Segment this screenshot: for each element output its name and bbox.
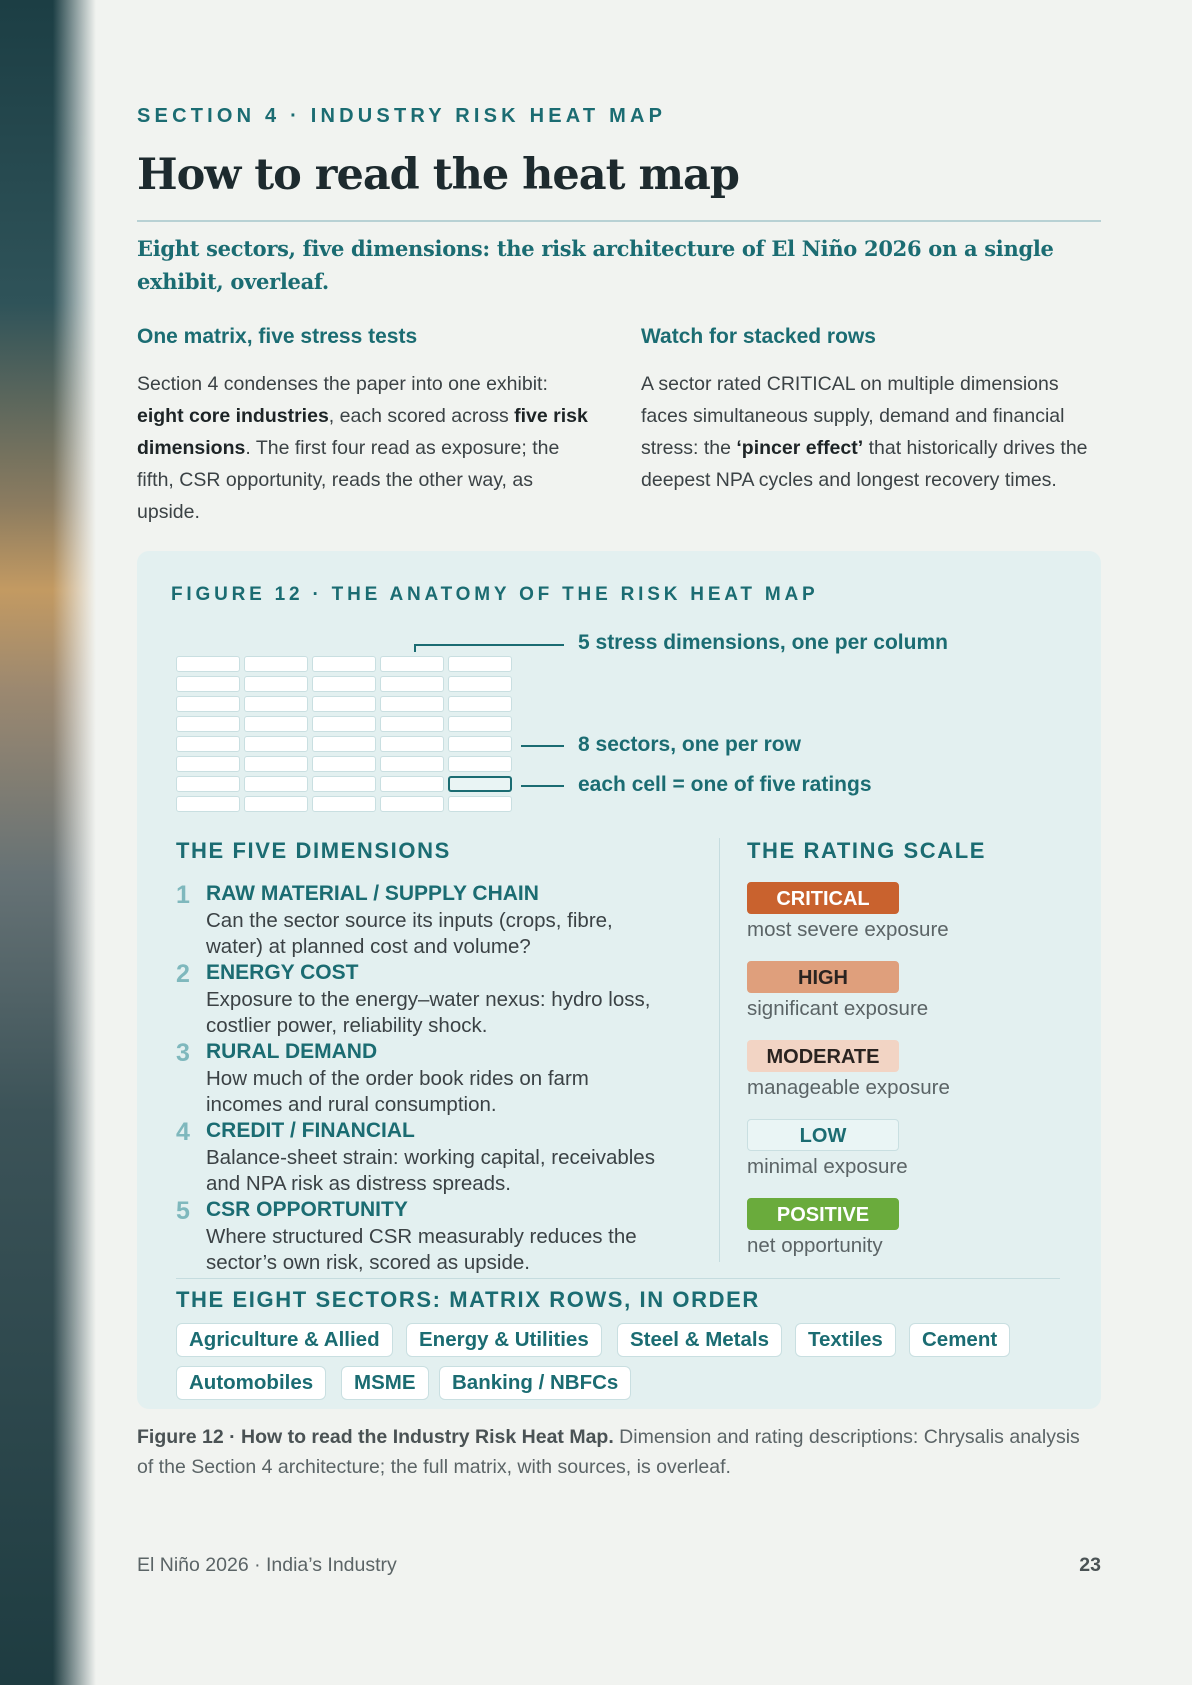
dimension-number: 5 [176,1197,190,1225]
right-column [641,325,1101,496]
matrix-cell [176,696,240,712]
matrix-cell [448,756,512,772]
matrix-cell [312,776,376,792]
dimension-description: How much of the order book rides on farm incomes and rural consumption. [206,1067,589,1116]
matrix-cell [448,776,512,792]
left-column-text: Section 4 condenses the paper into one exhibit: eight core industries, each scored across five risk dimensions. The first four read as exposure; the fifth, CSR opportunity, reads the other way, as upside. [137,373,588,523]
rows-callout-line [521,745,564,747]
matrix-cell [448,676,512,692]
dimension-number: 1 [176,881,190,909]
right-column-text: A sector rated CRITICAL on multiple dimensions faces simultaneous supply, demand and financial stress: the ‘pincer effect’ that historically drives the deepest NPA cycles and longest recovery times. [641,373,1088,491]
matrix-cell [448,736,512,752]
matrix-cell [448,796,512,812]
dimension-description: Exposure to the energy–water nexus: hydro loss, costlier power, reliability shock. [206,988,651,1037]
sector-chip: Cement [909,1323,1010,1357]
dimension-name: RURAL DEMAND [206,1040,378,1063]
rating-pill: MODERATE [747,1040,899,1072]
page-title: How to read the heat map [137,150,739,200]
column-divider [719,838,720,1262]
rating-item-positive [747,1198,899,1258]
matrix-cell [380,696,444,712]
sector-chip: Steel & Metals [617,1323,782,1357]
matrix-cell [380,776,444,792]
figure-panel [137,551,1101,1409]
dimension-number: 3 [176,1039,190,1067]
matrix-cell [176,756,240,772]
rating-scale-heading: THE RATING SCALE [747,838,987,863]
matrix-cell [312,736,376,752]
sector-chip: Automobiles [176,1366,326,1400]
matrix-cell [176,716,240,732]
rating-description: manageable exposure [747,1076,950,1099]
matrix-cell [244,716,308,732]
columns-callout-line [414,644,564,646]
rating-item-low [747,1119,908,1179]
cell-callout: each cell = one of five ratings [578,773,872,796]
rating-description: minimal exposure [747,1155,908,1178]
left-column [137,325,597,528]
matrix-cell [312,796,376,812]
cover-image-edge [0,0,96,1685]
rating-pill: POSITIVE [747,1198,899,1230]
matrix-cell [380,656,444,672]
rows-callout: 8 sectors, one per row [578,733,801,756]
page-number: 23 [1079,1554,1101,1576]
matrix-cell [380,716,444,732]
rating-description: net opportunity [747,1234,883,1257]
matrix-cell [312,716,376,732]
matrix-cell [176,676,240,692]
dimension-name: RAW MATERIAL / SUPPLY CHAIN [206,882,539,905]
rating-item-moderate [747,1040,950,1100]
rating-pill: LOW [747,1119,899,1151]
dimension-name: ENERGY COST [206,961,359,984]
matrix-cell [176,656,240,672]
matrix-cell [312,756,376,772]
matrix-cell [176,776,240,792]
rating-pill: HIGH [747,961,899,993]
section-label: SECTION 4 · INDUSTRY RISK HEAT MAP [137,105,667,127]
matrix-cell [244,676,308,692]
matrix-cell [380,736,444,752]
lead-paragraph: Eight sectors, five dimensions: the risk architecture of El Niño 2026 on a single exhibit, overleaf. [137,236,1054,294]
matrix-cell [244,776,308,792]
sector-chip: Agriculture & Allied [176,1323,393,1357]
matrix-cell [312,696,376,712]
matrix-cell [244,756,308,772]
rating-pill: CRITICAL [747,882,899,914]
matrix-cell [380,676,444,692]
figure-label: FIGURE 12 · THE ANATOMY OF THE RISK HEAT MAP [171,584,819,605]
sectors-heading: THE EIGHT SECTORS: MATRIX ROWS, IN ORDER [176,1287,760,1312]
matrix-cell [244,656,308,672]
matrix-cell [312,656,376,672]
sectors-divider [176,1278,1060,1279]
footer-title: El Niño 2026 · India’s Industry [137,1554,397,1576]
title-rule [137,220,1101,222]
dimension-description: Balance-sheet strain: working capital, receivables and NPA risk as distress spreads. [206,1146,655,1195]
matrix-cell [448,656,512,672]
dimension-name: CREDIT / FINANCIAL [206,1119,415,1142]
columns-callout: 5 stress dimensions, one per column [578,631,948,654]
dimension-description: Can the sector source its inputs (crops, fibre, water) at planned cost and volume? [206,909,613,958]
rating-item-critical [747,882,949,942]
sector-chip: MSME [341,1366,429,1400]
rating-description: most severe exposure [747,918,949,941]
dimension-name: CSR OPPORTUNITY [206,1198,408,1221]
matrix-cell [244,696,308,712]
figure-caption: Figure 12 · How to read the Industry Risk Heat Map. Dimension and rating descriptions: Chrysalis analysis of the Section 4 architecture; the full matrix, with sources, is overleaf. [137,1426,1080,1478]
cell-callout-line [521,785,564,787]
dimensions-heading: THE FIVE DIMENSIONS [176,838,451,863]
sector-chip: Textiles [795,1323,896,1357]
dimension-number: 2 [176,960,190,988]
matrix-cell [448,716,512,732]
matrix-cell [244,796,308,812]
rating-item-high [747,961,928,1021]
left-column-heading: One matrix, five stress tests [137,325,418,348]
matrix-cell [244,736,308,752]
matrix-cell [176,736,240,752]
sector-chip: Energy & Utilities [406,1323,602,1357]
dimension-number: 4 [176,1118,190,1146]
matrix-cell [176,796,240,812]
matrix-cell [380,796,444,812]
matrix-cell [312,676,376,692]
matrix-cell [448,696,512,712]
dimension-description: Where structured CSR measurably reduces the sector’s own risk, scored as upside. [206,1225,637,1274]
rating-description: significant exposure [747,997,929,1020]
sector-chip: Banking / NBFCs [439,1366,631,1400]
right-column-heading: Watch for stacked rows [641,325,876,348]
matrix-cell [380,756,444,772]
